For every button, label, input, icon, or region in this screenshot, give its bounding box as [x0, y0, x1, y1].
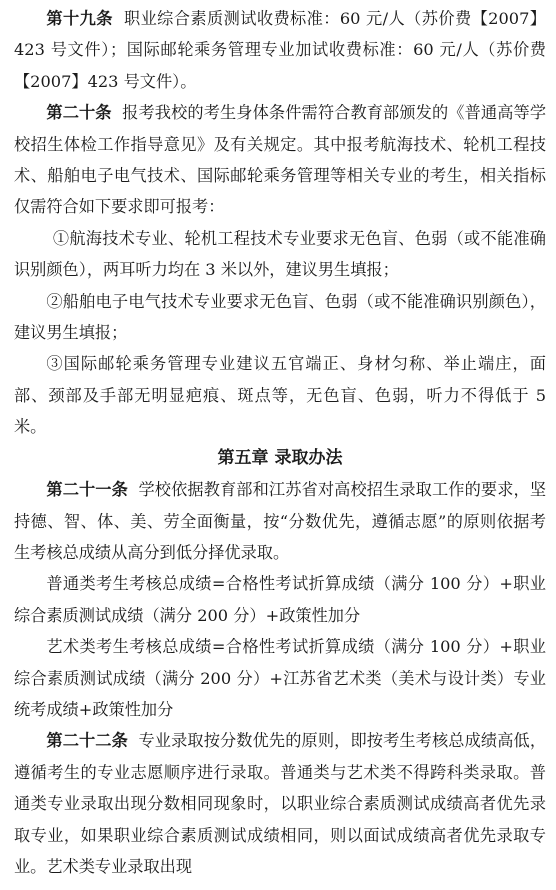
article-20-text: 报考我校的考生身体条件需符合教育部颁发的《普通高等学校招生体检工作指导意见》及有关规定。其中报考航海技术、轮机工程技术、船舶电子电气技术、国际邮轮乘务管理等相关专业的考生，相关指标仅需符合如下要求即可报考：: [14, 103, 547, 217]
article-20-item-2: ②船舶电子电气技术专业要求无色盲、色弱（或不能准确识别颜色），建议男生填报；: [14, 291, 546, 343]
article-22-title: 第二十二条: [46, 731, 128, 751]
article-21: [14, 474, 546, 568]
article-22-text: 专业录取按分数优先的原则，即按考生考核总成绩高低，遵循考生的专业志愿顺序进行录取。普通类与艺术类不得跨科类录取。普通类专业录取出现分数相同现象时，以职业综合素质测试成绩高者优先录取专业，如果职业综合素质测试成绩相同，则以面试成绩高者优先录取专业。艺术类专业录取出现: [14, 731, 547, 876]
article-21-formula-art: 艺术类考生考核总成绩=合格性考试折算成绩（满分 100 分）+职业综合素质测试成绩（满分 200 分）+江苏省艺术类（美术与设计类）专业统考成绩+政策性加分: [14, 637, 546, 719]
article-22: [14, 725, 546, 882]
article-21-title: 第二十一条: [46, 480, 128, 500]
article-20: [14, 97, 546, 223]
article-19: [14, 3, 546, 97]
article-20-title: 第二十条: [46, 103, 112, 123]
article-20-item-3: ③国际邮轮乘务管理专业建议五官端正、身材匀称、举止端庄，面部、颈部及手部无明显疤痕、斑点等，无色盲、色弱，听力不得低于 5 米。: [14, 354, 546, 437]
chapter-5-heading: 第五章 录取办法: [217, 447, 343, 468]
article-19-text: 职业综合素质测试收费标准：60 元/人（苏价费【2007】423 号文件）；国际邮轮乘务管理专业加试收费标准：60 元/人（苏价费【2007】423 号文件）。: [14, 9, 546, 91]
article-20-item-1: ①航海技术专业、轮机工程技术专业要求无色盲、色弱（或不能准确识别颜色），两耳听力均在 3 米以外，建议男生填报；: [14, 228, 546, 280]
article-21-text: 学校依据教育部和江苏省对高校招生录取工作的要求，坚持德、智、体、美、劳全面衡量，按“分数优先，遵循志愿”的原则依据考生考核总成绩从高分到低分择优录取。: [14, 480, 547, 562]
article-21-formula-general: 普通类考生考核总成绩=合格性考试折算成绩（满分 100 分）+职业综合素质测试成绩（满分 200 分）+政策性加分: [14, 574, 546, 625]
article-19-title: 第十九条: [46, 9, 113, 28]
